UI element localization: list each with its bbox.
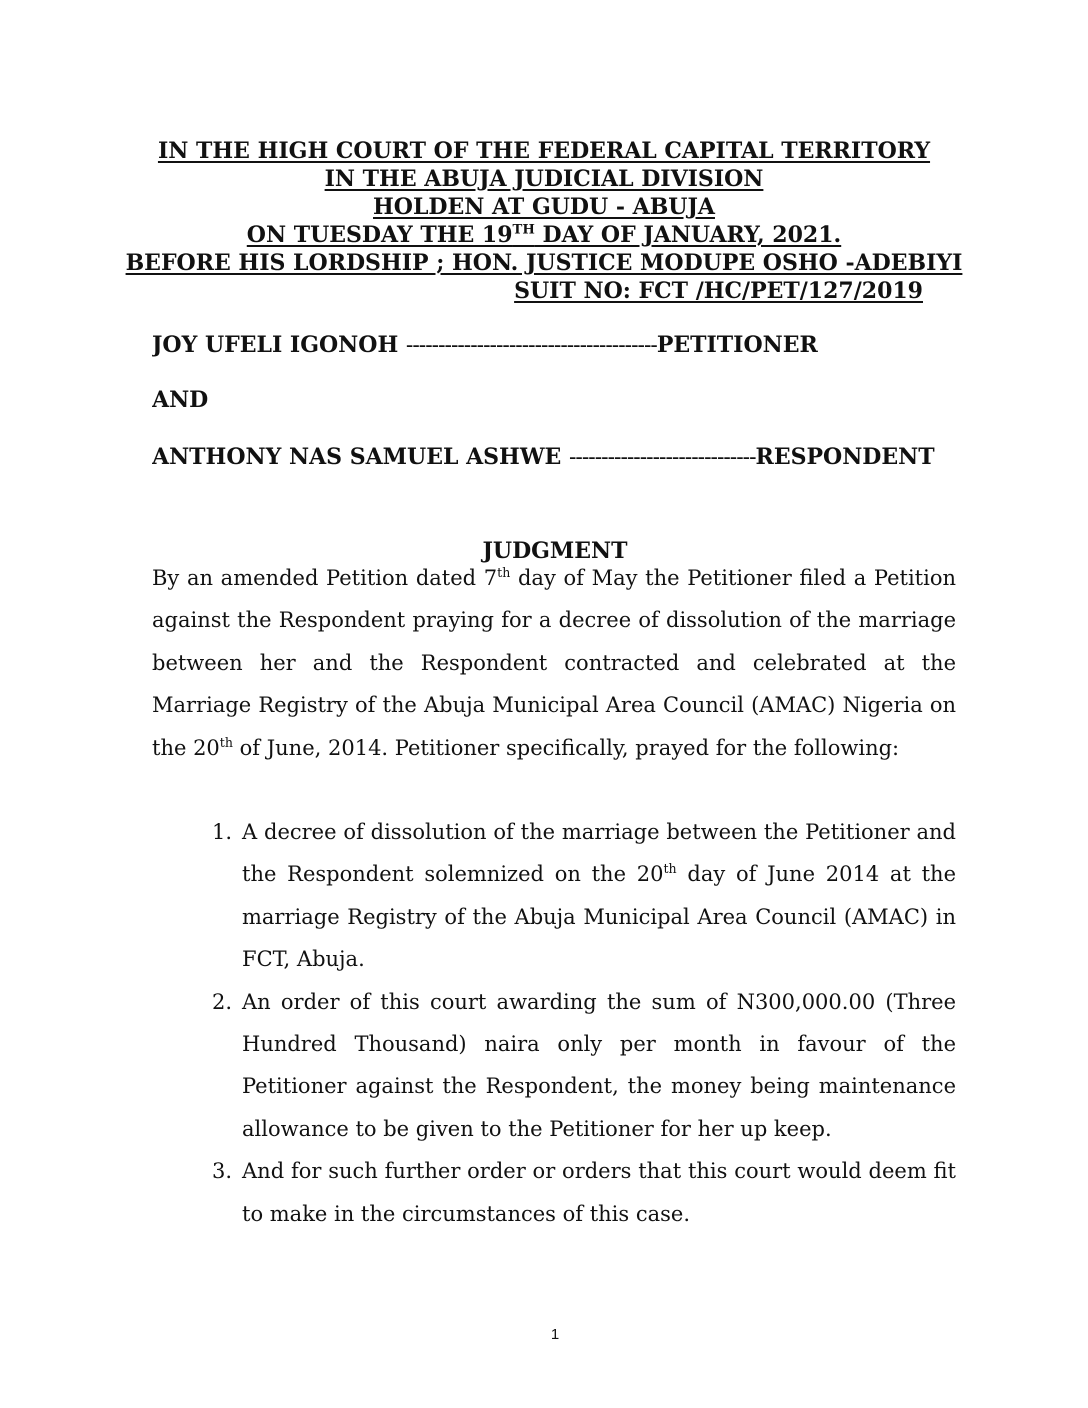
prayer-item [212,1150,956,1235]
prayer-text: An order of this court awarding the sum of N300,000.00 (Three Hundred Thousand) naira only per month in favour of the Petitioner against the Respondent, the money being maintenance allowance to be given to the Petitioner for her up keep. [242,989,956,1141]
paragraph-text-c: of June, 2014. Petitioner specifically, prayed for the following: [232,735,900,760]
respondent-role: RESPONDENT [755,444,935,470]
petitioner-role: PETITIONER [656,332,818,358]
respondent-name: ANTHONY NAS SAMUEL ASHWE [152,444,569,470]
paragraph-text-b: day of May the Petitioner filed a Petition against the Respondent praying for a decree of dissolution of the marriage between her and the Respondent contracted and celebrated at the Marriage Registry of the Abuja Municipal Area Council (AMAC) Nigeria on the 20 [152,566,956,760]
division-heading: IN THE ABUJA JUDICIAL DIVISION [324,166,764,192]
date-heading-rest: DAY OF JANUARY, 2021. [534,222,842,248]
prayer-number: 3. [212,1159,233,1184]
date-heading-text: ON TUESDAY THE 19 [246,222,513,248]
date-heading-sup: TH [512,222,535,238]
and-line: AND [152,387,209,413]
petitioner-line [152,331,956,360]
respondent-dashes: ----------------------------- [568,445,756,470]
prayer-text: And for such further order or orders that this court would deem fit to make in the circumstances of this case. [242,1159,956,1226]
suit-number: SUIT NO: FCT /HC/PET/127/2019 [514,278,923,304]
judge-heading: BEFORE HIS LORDSHIP ; HON. JUSTICE MODUPE OSHO -ADEBIYI [125,250,963,276]
prayer-item [212,981,956,1151]
petitioner-name: JOY UFELI IGONOH [152,332,406,358]
prayers-list [152,811,956,1235]
petitioner-dashes: --------------------------------------- [405,333,657,358]
respondent-line [152,443,956,472]
date-heading [0,221,1088,249]
prayer-sup: th [663,861,677,877]
holden-heading: HOLDEN AT GUDU - ABUJA [373,194,715,220]
paragraph-sup-2: th [219,734,233,750]
page-number: 1 [550,1326,560,1343]
judgment-title: JUDGMENT [482,538,628,564]
prayer-text-rest: day of June 2014 at the marriage Registry of the Abuja Municipal Area Council (AMAC) in FCT, Abuja. [242,862,957,972]
prayer-number: 2. [212,989,233,1014]
paragraph-text-a: By an amended Petition dated 7 [152,566,498,590]
court-heading: IN THE HIGH COURT OF THE FEDERAL CAPITAL TERRITORY [157,138,931,164]
judgment-paragraph [152,557,956,769]
paragraph-sup-1: th [497,565,511,580]
prayer-item [212,811,957,981]
prayer-text: A decree of dissolution of the marriage between the Petitioner and the Respondent solemnized on the 20 [242,820,956,887]
prayer-number: 1. [212,820,233,844]
